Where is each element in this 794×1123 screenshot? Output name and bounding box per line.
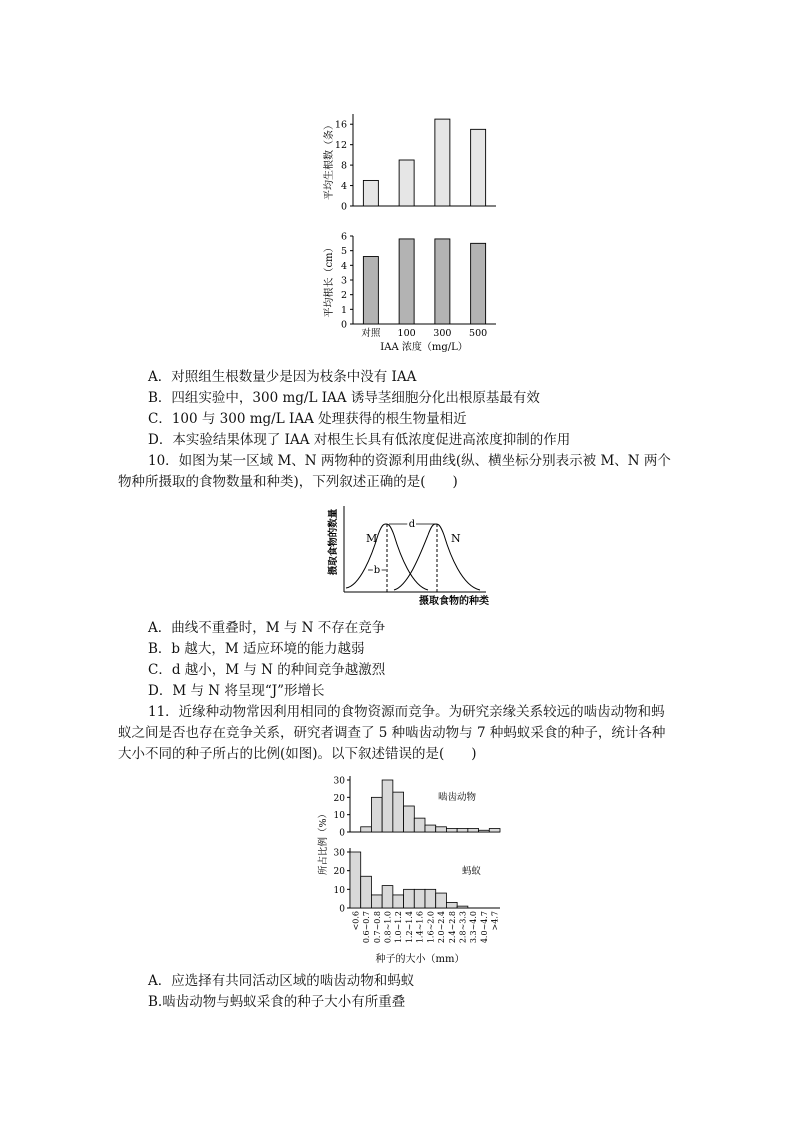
hist-bar-2.4~2.8	[446, 829, 457, 832]
chart2-xlabel: IAA 浓度（mg/L）	[380, 342, 468, 353]
x-tick-label: 1.2~1.4	[404, 911, 414, 944]
hist-bar-1.0~1.2	[393, 792, 404, 832]
iaa-bar-charts	[320, 104, 500, 356]
x-tick-label: 对照	[361, 328, 381, 339]
y-tick-label: 6	[340, 231, 347, 243]
hist-bar-1.6~2.0	[425, 825, 436, 832]
y-tick-label: 0	[340, 319, 347, 331]
q10-option-d: D．M 与 N 将呈现“J”形增长	[148, 683, 325, 699]
q11-option-a: A．应选择有共同活动区域的啮齿动物和蚂蚁	[148, 973, 415, 989]
bar-500	[471, 129, 486, 206]
x-tick-label: 2.0~2.4	[437, 911, 447, 944]
hist-bar-2.4~2.8	[446, 902, 457, 908]
q10-option-a: A．曲线不重叠时，M 与 N 不存在竞争	[148, 620, 386, 636]
q11-stem-line1: 11．近缘种动物常因利用相同的食物资源而竞争。为研究亲缘关系较远的啮齿动物和蚂	[148, 704, 665, 720]
x-tick-label: 0.7~0.8	[372, 911, 382, 944]
y-tick-label: 1	[340, 304, 347, 316]
y-tick-label: 0	[339, 904, 345, 915]
bar-100	[399, 160, 414, 206]
y-tick-label: 0	[339, 828, 345, 839]
x-tick-label: >4.7	[490, 911, 500, 931]
hist-bar-0.6~0.7	[361, 827, 372, 832]
q11-stem-line3: 大小不同的种子所占的比例(如图)。以下叙述错误的是( )	[118, 746, 477, 762]
q10-option-b: B．b 越大，M 适应环境的能力越弱	[148, 641, 365, 657]
x-tick-label: 2.4~2.8	[447, 911, 457, 944]
x-tick-label: 1.4~1.6	[415, 911, 425, 944]
x-tick-label: 0.8~1.0	[383, 911, 393, 944]
bar-500	[471, 243, 486, 324]
q10-option-c: C．d 越小，M 与 N 的种间竞争越激烈	[148, 662, 386, 678]
q9-option-b: B．四组实验中，300 mg/L IAA 诱导茎细胞分化出根原基最有效	[148, 390, 540, 406]
y-tick-label: 30	[333, 776, 345, 787]
series2-name: 蚂蚁	[462, 866, 482, 877]
bar-100	[399, 239, 414, 324]
resource-utilization-figure	[320, 500, 490, 610]
q10-stem-line1: 10．如图为某一区域 M、N 两物种的资源利用曲线(纵、横坐标分别表示被 M、N 两个	[148, 453, 671, 469]
y-tick-label: 12	[334, 140, 347, 152]
label-m: M	[366, 532, 378, 545]
bar-300	[435, 119, 450, 206]
hist-bar-0.6~0.7	[361, 876, 372, 908]
hist-bar-0.8~1.0	[382, 780, 393, 832]
label-b: b	[373, 565, 381, 576]
x-tick-label: 100	[397, 328, 416, 339]
x-tick-label: 500	[469, 328, 488, 339]
hist-bar-3.3~4.0	[468, 829, 479, 832]
y-tick-label: 4	[340, 260, 347, 272]
hist-bar-1.6~2.0	[425, 889, 436, 908]
y-tick-label: 30	[333, 848, 345, 859]
label-d: d	[408, 519, 416, 530]
y-tick-label: 2	[340, 290, 347, 302]
x-tick-label: 0.6~0.7	[362, 911, 372, 944]
hist-bar-1.0~1.2	[393, 895, 404, 908]
y-tick-label: 3	[340, 275, 347, 287]
y-tick-label: 10	[333, 811, 345, 822]
hist-bar-4.0~4.7	[479, 830, 490, 832]
bar-对照	[363, 180, 378, 206]
y-tick-label: 20	[333, 867, 345, 878]
hist-bar-1.4~1.6	[414, 818, 425, 832]
y-tick-label: 8	[340, 160, 347, 172]
label-n: N	[451, 532, 461, 545]
y-tick-label: 16	[334, 119, 347, 131]
x-tick-label: 3.3~4.0	[469, 911, 479, 944]
hist-bar-0.8~1.0	[382, 886, 393, 908]
hist-bar-2.8~3.3	[457, 906, 468, 908]
bar-300	[435, 239, 450, 324]
x-tick-label: 1.6~2.0	[426, 911, 436, 944]
x-tick-label: 2.8~3.3	[458, 911, 468, 944]
bar-对照	[363, 257, 378, 324]
hist-bar-0.7~0.8	[371, 895, 382, 908]
figure3-ylabel: 所占比例（%）	[318, 808, 329, 876]
series1-name: 啮齿动物	[438, 792, 477, 803]
y-tick-label: 4	[340, 181, 347, 193]
figure3-xlabel: 种子的大小（mm）	[375, 954, 465, 965]
x-tick-label: 1.0~1.2	[394, 911, 404, 944]
figure2-xlabel: 摄取食物的种类	[419, 596, 489, 607]
q11-option-b: B.啮齿动物与蚂蚁采食的种子大小有所重叠	[148, 994, 406, 1010]
hist-bar->4.7	[489, 829, 500, 832]
hist-bar-2.8~3.3	[457, 829, 468, 832]
figure2-ylabel: 摄取食物的数量	[328, 508, 339, 576]
q9-option-a: A．对照组生根数量少是因为枝条中没有 IAA	[148, 369, 417, 385]
hist-bar-2.0~2.4	[436, 827, 447, 832]
q9-option-d: D．本实验结果体现了 IAA 对根生长具有低浓度促进高浓度抑制的作用	[148, 432, 571, 448]
y-tick-label: 10	[333, 885, 345, 896]
q10-stem-line2: 物种所摄取的食物数量和种类)，下列叙述正确的是( )	[118, 474, 458, 490]
x-tick-label: <0.6	[351, 911, 361, 931]
hist-bar-2.0~2.4	[436, 893, 447, 908]
y-tick-label: 0	[340, 201, 347, 213]
hist-bar-1.2~1.4	[404, 806, 415, 832]
y-tick-label: 5	[340, 246, 347, 258]
hist-bar-1.2~1.4	[404, 889, 415, 908]
chart2-ylabel: 平均根长（cm）	[324, 242, 335, 318]
chart1-ylabel: 平均生根数（条）	[324, 120, 335, 200]
hist-bar-<0.6	[350, 852, 361, 908]
x-tick-label: 300	[433, 328, 452, 339]
seed-size-histograms	[316, 770, 506, 966]
y-tick-label: 20	[333, 793, 345, 804]
q9-option-c: C．100 与 300 mg/L IAA 处理获得的根生物量相近	[148, 411, 467, 427]
hist-bar-0.7~0.8	[371, 797, 382, 832]
x-tick-label: 4.0~4.7	[479, 911, 489, 944]
hist-bar-1.4~1.6	[414, 889, 425, 908]
q11-stem-line2: 蚁之间是否也存在竞争关系，研究者调查了 5 种啮齿动物与 7 种蚂蚁采食的种子，统计各种	[118, 725, 666, 741]
